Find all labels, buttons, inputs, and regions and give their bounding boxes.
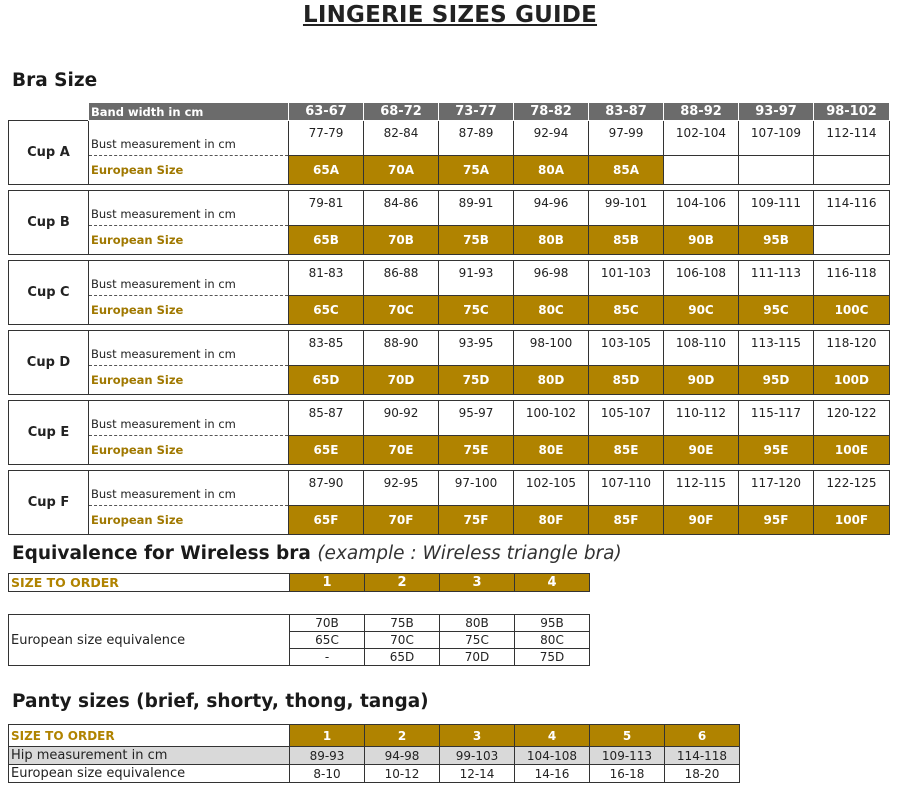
hip-measurement-label: Hip measurement in cm bbox=[9, 747, 290, 765]
wireless-equivalence-table bbox=[8, 614, 590, 666]
bust-measurement-cell: 96-98 bbox=[514, 261, 589, 296]
bust-measurement-cell: 104-106 bbox=[664, 191, 739, 226]
european-size-cell: 70A bbox=[364, 156, 439, 185]
bust-measurement-cell: 108-110 bbox=[664, 331, 739, 366]
bust-measurement-label: Bust measurement in cm bbox=[89, 471, 289, 506]
european-size-cell: 80D bbox=[514, 366, 589, 395]
european-size-cell: 70B bbox=[364, 226, 439, 255]
equivalence-cell: 65D bbox=[365, 649, 440, 666]
european-size-cell: 70D bbox=[364, 366, 439, 395]
european-size-cell: 95B bbox=[739, 226, 814, 255]
european-size-cell: 100E bbox=[814, 436, 890, 465]
band-width-label: Band width in cm bbox=[89, 103, 289, 121]
equivalence-cell: 95B bbox=[515, 615, 590, 632]
size-to-order-cell: 3 bbox=[440, 574, 515, 592]
european-size-cell bbox=[664, 156, 739, 185]
bust-measurement-cell: 103-105 bbox=[589, 331, 664, 366]
european-size-cell: 80A bbox=[514, 156, 589, 185]
bust-measurement-cell: 117-120 bbox=[739, 471, 814, 506]
hip-measurement-cell: 104-108 bbox=[515, 747, 590, 765]
european-size-cell: 90E bbox=[664, 436, 739, 465]
european-size-cell: 75B bbox=[439, 226, 514, 255]
european-size-cell: 85A bbox=[589, 156, 664, 185]
equivalence-cell: 80C bbox=[515, 632, 590, 649]
hip-measurement-cell: 94-98 bbox=[365, 747, 440, 765]
european-size-cell: 95F bbox=[739, 506, 814, 535]
european-size-cell: 65B bbox=[289, 226, 364, 255]
bust-measurement-cell: 92-94 bbox=[514, 121, 589, 156]
panty-size-cell: 3 bbox=[440, 725, 515, 747]
header-blank-cell bbox=[9, 103, 89, 121]
european-size-cell: 80B bbox=[514, 226, 589, 255]
bust-measurement-cell: 107-109 bbox=[739, 121, 814, 156]
european-size-cell: 75E bbox=[439, 436, 514, 465]
bust-measurement-cell: 110-112 bbox=[664, 401, 739, 436]
bust-measurement-cell: 107-110 bbox=[589, 471, 664, 506]
european-size-cell: 100C bbox=[814, 296, 890, 325]
european-size-cell: 65A bbox=[289, 156, 364, 185]
european-size-cell bbox=[814, 226, 890, 255]
european-size-label: European Size bbox=[89, 366, 289, 395]
european-size-cell: 90D bbox=[664, 366, 739, 395]
bust-measurement-cell: 87-89 bbox=[439, 121, 514, 156]
european-size-cell: 75C bbox=[439, 296, 514, 325]
panty-european-size-cell: 10-12 bbox=[365, 765, 440, 783]
panty-size-cell: 2 bbox=[365, 725, 440, 747]
bust-measurement-cell: 90-92 bbox=[364, 401, 439, 436]
hip-measurement-cell: 89-93 bbox=[290, 747, 365, 765]
wireless-heading-text: Equivalence for Wireless bra bbox=[12, 543, 311, 564]
hip-measurement-cell: 109-113 bbox=[590, 747, 665, 765]
equivalence-cell: 70D bbox=[440, 649, 515, 666]
panty-heading: Panty sizes (brief, shorty, thong, tanga) bbox=[12, 691, 429, 712]
bust-measurement-cell: 102-105 bbox=[514, 471, 589, 506]
bust-measurement-cell: 114-116 bbox=[814, 191, 890, 226]
european-size-cell: 95C bbox=[739, 296, 814, 325]
bust-measurement-cell: 99-101 bbox=[589, 191, 664, 226]
cup-label: Cup A bbox=[9, 121, 89, 185]
european-size-cell: 80F bbox=[514, 506, 589, 535]
bust-measurement-cell: 111-113 bbox=[739, 261, 814, 296]
wireless-heading bbox=[12, 543, 622, 564]
panty-size-to-order-label: SIZE TO ORDER bbox=[9, 725, 290, 747]
bust-measurement-cell: 97-100 bbox=[439, 471, 514, 506]
bust-measurement-cell: 116-118 bbox=[814, 261, 890, 296]
wireless-size-table bbox=[8, 573, 590, 592]
equivalence-cell: 70C bbox=[365, 632, 440, 649]
european-size-cell: 65C bbox=[289, 296, 364, 325]
bust-measurement-cell: 120-122 bbox=[814, 401, 890, 436]
equivalence-cell: 75B bbox=[365, 615, 440, 632]
bust-measurement-cell: 86-88 bbox=[364, 261, 439, 296]
european-size-cell: 70E bbox=[364, 436, 439, 465]
panty-size-cell: 4 bbox=[515, 725, 590, 747]
panty-european-size-cell: 14-16 bbox=[515, 765, 590, 783]
bust-measurement-cell: 105-107 bbox=[589, 401, 664, 436]
bust-measurement-cell: 112-115 bbox=[664, 471, 739, 506]
european-size-label: European Size bbox=[89, 506, 289, 535]
european-size-cell: 75D bbox=[439, 366, 514, 395]
bust-measurement-cell: 87-90 bbox=[289, 471, 364, 506]
panty-european-size-cell: 8-10 bbox=[290, 765, 365, 783]
wireless-heading-example: (example : Wireless triangle bra) bbox=[317, 543, 622, 564]
european-size-equivalence-label: European size equivalence bbox=[9, 615, 290, 666]
bust-measurement-label: Bust measurement in cm bbox=[89, 261, 289, 296]
european-size-cell: 80C bbox=[514, 296, 589, 325]
bust-measurement-cell: 115-117 bbox=[739, 401, 814, 436]
bust-measurement-cell: 106-108 bbox=[664, 261, 739, 296]
band-width-header: 83-87 bbox=[589, 103, 664, 121]
european-size-cell: 85D bbox=[589, 366, 664, 395]
cup-label: Cup E bbox=[9, 401, 89, 465]
panty-european-equivalence-label: European size equivalence bbox=[9, 765, 290, 783]
cup-label: Cup C bbox=[9, 261, 89, 325]
bust-measurement-cell: 91-93 bbox=[439, 261, 514, 296]
european-size-cell: 75A bbox=[439, 156, 514, 185]
european-size-cell bbox=[739, 156, 814, 185]
bust-measurement-cell: 83-85 bbox=[289, 331, 364, 366]
bust-measurement-cell: 95-97 bbox=[439, 401, 514, 436]
bra-size-heading: Bra Size bbox=[12, 70, 98, 91]
bust-measurement-cell: 98-100 bbox=[514, 331, 589, 366]
european-size-cell: 65D bbox=[289, 366, 364, 395]
bust-measurement-cell: 102-104 bbox=[664, 121, 739, 156]
size-to-order-cell: 1 bbox=[290, 574, 365, 592]
equivalence-cell: 80B bbox=[440, 615, 515, 632]
european-size-cell: 65F bbox=[289, 506, 364, 535]
european-size-cell: 95D bbox=[739, 366, 814, 395]
equivalence-cell: 70B bbox=[290, 615, 365, 632]
cup-label: Cup D bbox=[9, 331, 89, 395]
european-size-cell: 75F bbox=[439, 506, 514, 535]
bust-measurement-cell: 93-95 bbox=[439, 331, 514, 366]
european-size-cell: 85F bbox=[589, 506, 664, 535]
european-size-label: European Size bbox=[89, 226, 289, 255]
european-size-cell: 80E bbox=[514, 436, 589, 465]
band-width-header: 88-92 bbox=[664, 103, 739, 121]
band-width-header: 73-77 bbox=[439, 103, 514, 121]
european-size-cell: 100F bbox=[814, 506, 890, 535]
wireless-size-to-order-label: SIZE TO ORDER bbox=[9, 574, 290, 592]
european-size-cell bbox=[814, 156, 890, 185]
european-size-cell: 90B bbox=[664, 226, 739, 255]
bust-measurement-cell: 89-91 bbox=[439, 191, 514, 226]
bust-measurement-cell: 122-125 bbox=[814, 471, 890, 506]
panty-european-size-cell: 18-20 bbox=[665, 765, 740, 783]
bust-measurement-cell: 112-114 bbox=[814, 121, 890, 156]
european-size-cell: 95E bbox=[739, 436, 814, 465]
bust-measurement-label: Bust measurement in cm bbox=[89, 331, 289, 366]
panty-european-size-cell: 16-18 bbox=[590, 765, 665, 783]
european-size-cell: 90F bbox=[664, 506, 739, 535]
equivalence-cell: 75D bbox=[515, 649, 590, 666]
cup-label: Cup F bbox=[9, 471, 89, 535]
bust-measurement-cell: 97-99 bbox=[589, 121, 664, 156]
european-size-cell: 100D bbox=[814, 366, 890, 395]
equivalence-cell: 75C bbox=[440, 632, 515, 649]
band-width-header: 63-67 bbox=[289, 103, 364, 121]
panty-size-cell: 5 bbox=[590, 725, 665, 747]
bust-measurement-cell: 118-120 bbox=[814, 331, 890, 366]
bust-measurement-cell: 85-87 bbox=[289, 401, 364, 436]
european-size-cell: 70F bbox=[364, 506, 439, 535]
bust-measurement-cell: 84-86 bbox=[364, 191, 439, 226]
european-size-cell: 90C bbox=[664, 296, 739, 325]
bust-measurement-cell: 82-84 bbox=[364, 121, 439, 156]
bust-measurement-label: Bust measurement in cm bbox=[89, 191, 289, 226]
european-size-cell: 65E bbox=[289, 436, 364, 465]
bust-measurement-cell: 113-115 bbox=[739, 331, 814, 366]
european-size-cell: 85E bbox=[589, 436, 664, 465]
european-size-label: European Size bbox=[89, 296, 289, 325]
bust-measurement-cell: 101-103 bbox=[589, 261, 664, 296]
bust-measurement-cell: 79-81 bbox=[289, 191, 364, 226]
bust-measurement-label: Bust measurement in cm bbox=[89, 121, 289, 156]
bust-measurement-cell: 109-111 bbox=[739, 191, 814, 226]
bra-size-table bbox=[8, 102, 890, 535]
panty-size-cell: 6 bbox=[665, 725, 740, 747]
european-size-label: European Size bbox=[89, 156, 289, 185]
equivalence-cell: 65C bbox=[290, 632, 365, 649]
bust-measurement-cell: 88-90 bbox=[364, 331, 439, 366]
band-width-header: 78-82 bbox=[514, 103, 589, 121]
page-title: LINGERIE SIZES GUIDE bbox=[302, 2, 598, 28]
equivalence-cell: - bbox=[290, 649, 365, 666]
european-size-cell: 70C bbox=[364, 296, 439, 325]
european-size-label: European Size bbox=[89, 436, 289, 465]
hip-measurement-cell: 99-103 bbox=[440, 747, 515, 765]
bust-measurement-cell: 77-79 bbox=[289, 121, 364, 156]
size-to-order-cell: 4 bbox=[515, 574, 590, 592]
bust-measurement-cell: 100-102 bbox=[514, 401, 589, 436]
bust-measurement-cell: 81-83 bbox=[289, 261, 364, 296]
panty-size-cell: 1 bbox=[290, 725, 365, 747]
european-size-cell: 85C bbox=[589, 296, 664, 325]
band-width-header: 98-102 bbox=[814, 103, 890, 121]
european-size-cell: 85B bbox=[589, 226, 664, 255]
panty-size-table bbox=[8, 724, 740, 783]
bust-measurement-cell: 92-95 bbox=[364, 471, 439, 506]
cup-label: Cup B bbox=[9, 191, 89, 255]
hip-measurement-cell: 114-118 bbox=[665, 747, 740, 765]
band-width-header: 93-97 bbox=[739, 103, 814, 121]
bust-measurement-cell: 94-96 bbox=[514, 191, 589, 226]
size-to-order-cell: 2 bbox=[365, 574, 440, 592]
band-width-header: 68-72 bbox=[364, 103, 439, 121]
panty-european-size-cell: 12-14 bbox=[440, 765, 515, 783]
bust-measurement-label: Bust measurement in cm bbox=[89, 401, 289, 436]
